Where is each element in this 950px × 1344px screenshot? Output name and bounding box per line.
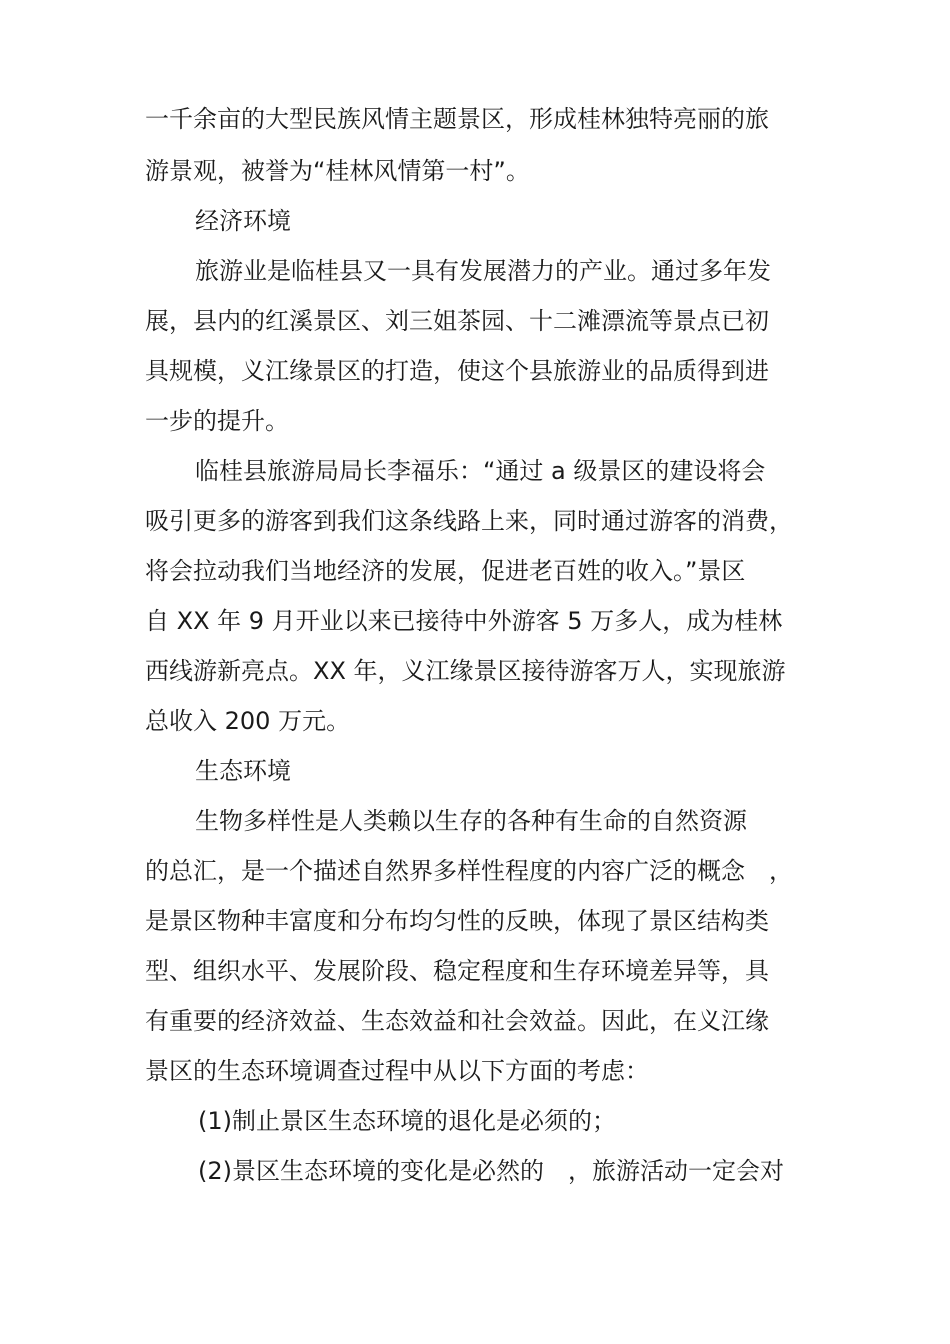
paragraph-line: 的总汇，是一个描述自然界多样性程度的内容广泛的概念 ， [145, 857, 793, 885]
list-item-1: (1)制止景区生态环境的退化是必须的； [198, 1107, 616, 1135]
paragraph-line: 临桂县旅游局局长李福乐：“通过 a 级景区的建设将会 [195, 457, 766, 485]
paragraph-line: 一步的提升。 [145, 407, 289, 435]
paragraph-line: 总收入 200 万元。 [145, 707, 351, 735]
paragraph-line: 具规模，义江缘景区的打造，使这个县旅游业的品质得到进 [145, 357, 769, 385]
paragraph-line: 将会拉动我们当地经济的发展，促进老百姓的收入。”景区 [145, 557, 746, 585]
paragraph-line: 展，县内的红溪景区、刘三姐茶园、十二滩漂流等景点已初 [145, 307, 769, 335]
paragraph-line: 自 XX 年 9 月开业以来已接待中外游客 5 万多人，成为桂林 [145, 607, 783, 635]
paragraph-line: 有重要的经济效益、生态效益和社会效益。因此，在义江缘 [145, 1007, 769, 1035]
section-heading-economy: 经济环境 [195, 207, 291, 235]
paragraph-line: 生物多样性是人类赖以生存的各种有生命的自然资源 [195, 807, 747, 835]
paragraph-line: 西线游新亮点。XX 年，义江缘景区接待游客万人，实现旅游 [145, 657, 786, 685]
paragraph-line: 吸引更多的游客到我们这条线路上来，同时通过游客的消费， [145, 507, 793, 535]
paragraph-line: 是景区物种丰富度和分布均匀性的反映，体现了景区结构类 [145, 907, 769, 935]
paragraph-line: 游景观，被誉为“桂林风情第一村”。 [145, 157, 530, 185]
list-item-2: (2)景区生态环境的变化是必然的 ，旅游活动一定会对 [198, 1157, 784, 1185]
paragraph-line: 景区的生态环境调查过程中从以下方面的考虑： [145, 1057, 649, 1085]
paragraph-line: 型、组织水平、发展阶段、稳定程度和生存环境差异等，具 [145, 957, 769, 985]
section-heading-ecology: 生态环境 [195, 757, 291, 785]
paragraph-line: 一千余亩的大型民族风情主题景区，形成桂林独特亮丽的旅 [145, 105, 769, 133]
paragraph-line: 旅游业是临桂县又一具有发展潜力的产业。通过多年发 [195, 257, 771, 285]
